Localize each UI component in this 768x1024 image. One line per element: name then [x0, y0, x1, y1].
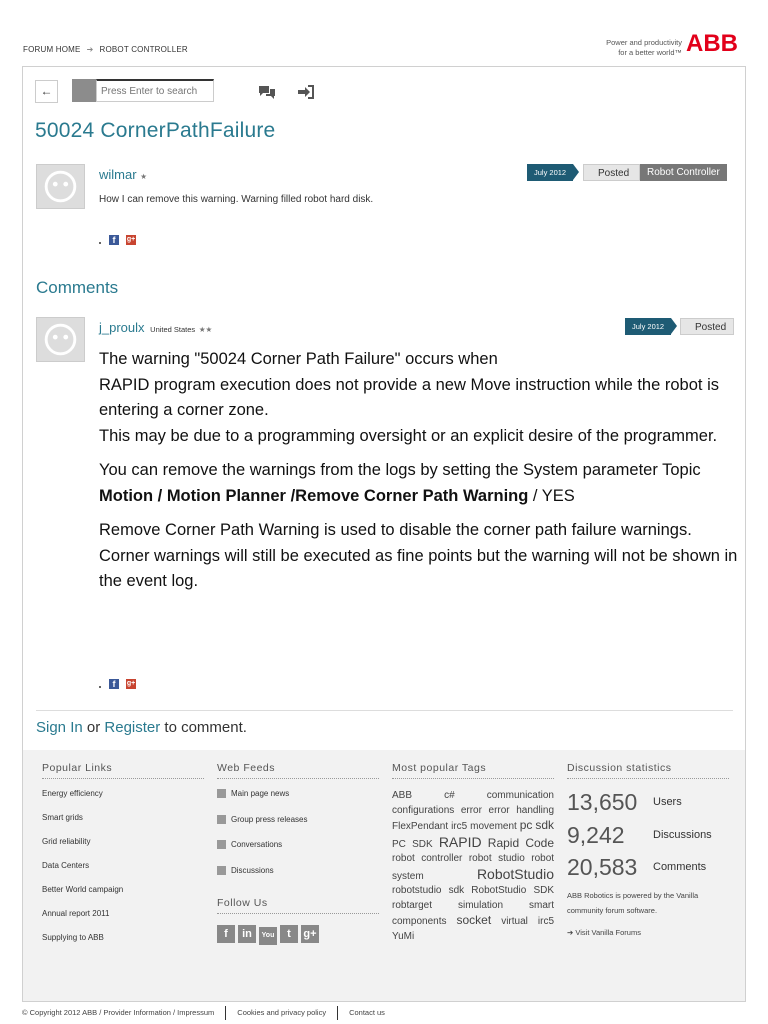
tag-link[interactable]: FlexPendant [392, 821, 449, 832]
tag-link[interactable]: ABB [392, 790, 413, 801]
comment-body [99, 347, 739, 604]
facebook-share-icon[interactable]: f [109, 679, 119, 689]
rss-feed-link[interactable]: Group press releases [217, 815, 379, 841]
tag-link[interactable]: communication [486, 790, 554, 801]
register-link[interactable]: Register [104, 719, 161, 736]
facebook-icon[interactable]: f [217, 925, 235, 943]
comments-heading: Comments [36, 278, 119, 297]
abb-logo[interactable] [686, 31, 746, 53]
comment-paragraph-3: Remove Corner Path Warning is used to disable the corner path failure warnings. Corner warnings will still be executed as fine points but the warning will not be shown in the event log. [99, 521, 738, 590]
tag-link[interactable]: smart [529, 899, 554, 911]
popular-tags-heading: Most popular Tags [392, 762, 554, 779]
post-status-badge: Posted [583, 164, 640, 181]
tag-link[interactable]: SDK [533, 885, 555, 896]
back-button[interactable]: ← [35, 80, 58, 103]
tag-link[interactable]: c# [444, 790, 455, 801]
post-share-links [99, 235, 139, 247]
comment-author-link[interactable]: j_proulx [99, 320, 145, 335]
footer-link[interactable]: Better World campaign [42, 885, 124, 894]
tag-link[interactable]: components [392, 916, 447, 927]
breadcrumb-arrow-icon: ➔ [86, 45, 94, 54]
footer-link[interactable]: Grid reliability [42, 837, 91, 846]
vanilla-link[interactable]: ➔ Visit Vanilla Forums [567, 927, 641, 937]
social-links [217, 924, 379, 944]
comment-share-links [99, 679, 139, 691]
tag-link[interactable]: simulation [458, 899, 504, 911]
comment-avatar[interactable] [36, 317, 85, 362]
breadcrumb [23, 45, 188, 54]
post-body: How I can remove this warning. Warning filled robot hard disk. [99, 194, 374, 205]
tag-link[interactable]: irc5 [537, 916, 555, 927]
tag-link[interactable]: error [488, 804, 510, 816]
comment-author-rank-stars: ★★ [198, 325, 213, 334]
breadcrumb-robot-controller[interactable]: ROBOT CONTROLLER [99, 45, 188, 54]
contact-link[interactable]: Contact us [349, 1007, 385, 1017]
post-author [99, 167, 147, 182]
facebook-share-icon[interactable]: f [109, 235, 119, 245]
post-category-badge[interactable]: Robot Controller [640, 164, 727, 181]
tag-link[interactable]: robotstudio [392, 885, 442, 896]
google-plus-icon[interactable]: g+ [301, 925, 319, 943]
tag-link[interactable]: Rapid [487, 835, 520, 850]
signin-prompt: Sign In or Register to comment. [36, 719, 247, 736]
tag-link[interactable]: robtarget [392, 899, 433, 911]
sign-in-link[interactable]: Sign In [36, 719, 83, 736]
stat-discussions: 9,242 Discussions [567, 821, 712, 848]
tag-link[interactable]: system [392, 870, 424, 882]
tag-link[interactable]: controller [421, 853, 463, 864]
comment-author [99, 320, 212, 335]
youtube-icon[interactable]: You [259, 927, 277, 945]
tag-link[interactable]: studio [498, 853, 525, 864]
rss-feed-link[interactable]: Main page news [217, 789, 379, 815]
discussion-stats-column [567, 762, 729, 937]
web-feeds-column [217, 762, 379, 944]
tag-link[interactable]: handling [516, 804, 555, 816]
tag-link[interactable]: robot [392, 853, 415, 864]
popular-tags-column [392, 762, 554, 944]
discussion-stats-heading: Discussion statistics [567, 762, 729, 779]
google-plus-share-icon[interactable]: g+ [126, 236, 136, 243]
tag-link[interactable]: RobotStudio [476, 865, 554, 882]
tag-link[interactable]: sdk [448, 885, 465, 896]
forum-frame [22, 66, 746, 1002]
arrow-icon: ➔ [567, 927, 574, 937]
web-feeds-heading: Web Feeds [217, 762, 379, 779]
rss-feed-link[interactable]: Conversations [217, 840, 379, 866]
tag-link[interactable]: Code [525, 835, 554, 850]
conversations-icon[interactable] [258, 84, 276, 100]
tag-link[interactable]: error [460, 804, 482, 816]
avatar[interactable] [36, 164, 85, 209]
tag-link[interactable]: robot [531, 853, 555, 864]
comment-status-badge: Posted [680, 318, 734, 335]
tag-link[interactable]: sdk [535, 818, 555, 832]
tag-link[interactable]: PC [392, 838, 406, 850]
divider [36, 710, 733, 711]
tag-link[interactable]: configurations [392, 804, 455, 816]
tag-link[interactable]: irc5 [451, 821, 468, 832]
forum-footer [23, 750, 745, 1001]
tag-link[interactable]: RobotStudio [471, 885, 527, 896]
brand-tagline: Power and productivity for a better world™ [606, 38, 682, 57]
rss-feed-link[interactable]: Discussions [217, 866, 379, 892]
svg-text:ABB: ABB [686, 31, 738, 53]
footer-link[interactable]: Smart grids [42, 813, 83, 822]
linkedin-icon[interactable]: in [238, 925, 256, 943]
bottom-bar [22, 1006, 385, 1020]
vanilla-note: ABB Robotics is powered by the Vanilla community forum software. [567, 890, 699, 915]
comment-date-badge: July 2012 [625, 318, 671, 335]
footer-link[interactable]: Supplying to ABB [42, 933, 104, 942]
cookies-link[interactable]: Cookies and privacy policy [237, 1007, 327, 1017]
tag-link[interactable]: pc [519, 818, 533, 832]
search-icon[interactable] [72, 79, 96, 102]
search-input[interactable] [96, 79, 214, 102]
copyright-link[interactable]: © Copyright 2012 ABB / Provider Information / Impressum [22, 1007, 215, 1017]
tag-link[interactable]: movement [470, 821, 517, 832]
tag-link[interactable]: socket [456, 913, 492, 927]
site-header [0, 0, 768, 66]
search-box [72, 79, 214, 102]
comment-paragraph-1: The warning "50024 Corner Path Failure" occurs when RAPID program execution does not provide a new Move instruction while the robot is entering a corner zone. This may be due to a programming oversight or an explicit desire of the programmer. [99, 350, 719, 445]
follow-us-heading: Follow Us [217, 897, 379, 914]
popular-links-heading: Popular Links [42, 762, 204, 779]
comment-author-location: United States [150, 325, 196, 334]
tag-link[interactable]: SDK [412, 838, 433, 850]
footer-link[interactable]: Data Centers [42, 861, 90, 870]
footer-link[interactable]: Energy efficiency [42, 789, 103, 798]
sign-in-icon[interactable] [297, 84, 315, 100]
footer-link[interactable]: Annual report 2011 [42, 909, 110, 918]
tag-link[interactable]: YuMi [392, 930, 415, 942]
tag-cloud [392, 789, 554, 944]
discussion-title: 50024 CornerPathFailure [35, 119, 276, 142]
tag-link[interactable]: robot [468, 853, 492, 864]
twitter-icon[interactable]: t [280, 925, 298, 943]
breadcrumb-forum-home[interactable]: FORUM HOME [23, 45, 81, 54]
post-date-badge: July 2012 [527, 164, 573, 181]
tag-link[interactable]: virtual [501, 916, 528, 927]
author-rank-stars: ★ [140, 172, 147, 181]
popular-links-column [42, 762, 204, 957]
author-link[interactable]: wilmar [99, 167, 137, 182]
comment-paragraph-2: You can remove the warnings from the logs by setting the System parameter Topic Motion / Motion Planner /Remove Corner Path Warning / YES [99, 461, 701, 505]
stat-users: 13,650 Users [567, 789, 682, 815]
google-plus-share-icon[interactable]: g+ [126, 680, 136, 687]
stat-comments: 20,583 Comments [567, 854, 707, 880]
tag-link[interactable]: RAPID [438, 833, 482, 850]
